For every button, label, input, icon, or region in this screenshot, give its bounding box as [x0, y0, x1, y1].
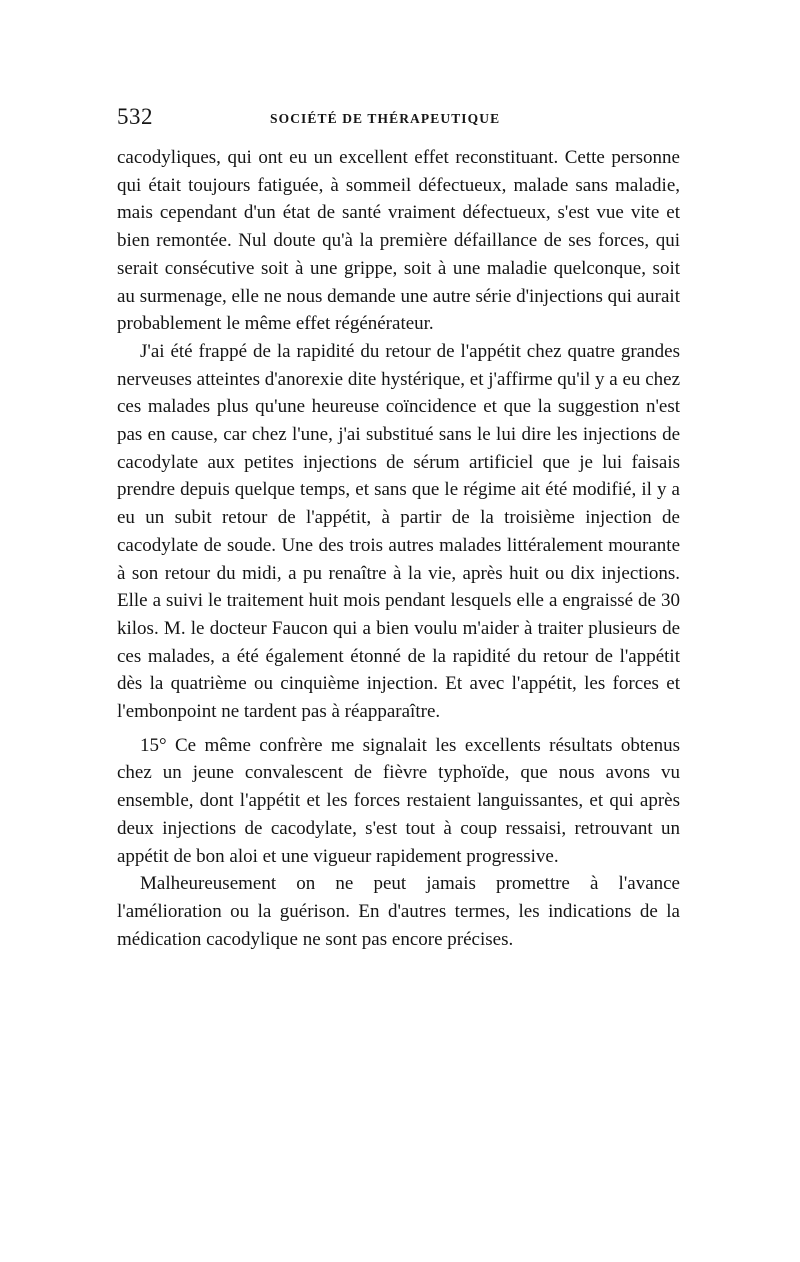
book-page — [117, 104, 680, 953]
page-number: 532 — [117, 104, 153, 129]
running-head — [117, 104, 680, 134]
paragraph-conclusion: Malheureusement on ne peut jamais promettre à l'avance l'amélioration ou la guérison. En d'autres termes, les indications de la médication cacodylique ne sont pas encore précises. — [117, 873, 680, 950]
body-text — [117, 144, 680, 953]
paragraph-item-15: 15° Ce même confrère me signalait les excellents résultats obtenus chez un jeune convalescent de fièvre typhoïde, que nous avons vu ensemble, dont l'appétit et les forces restaient languissantes, et qui après deux injections de cacodylate, s'est tout à coup ressaisi, retrouvant un appétit de bon aloi et une vigueur rapidement progressive. — [117, 734, 680, 867]
paragraph-appetite-nervous-patients: J'ai été frappé de la rapidité du retour de l'appétit chez quatre grandes nerveuses atteintes d'anorexie dite hystérique, et j'affirme qu'il y a eu chez ces malades plus qu'une heureuse coïncidence et que la suggestion n'est pas en cause, car chez l'une, j'ai substitué sans le lui dire les injections de cacodylate aux petites injections de sérum artificiel que je lui faisais prendre depuis quelque temps, et sans que le régime ait été modifié, il y a eu un subit retour de l'appétit, à partir de la troisième injection de cacodylate de soude. Une des trois autres malades littéralement mourante à son retour du midi, a pu renaître à la vie, après huit ou dix injections. Elle a suivi le traitement huit mois pendant lesquels elle a engraissé de 30 kilos. M. le docteur Faucon qui a bien voulu m'aider à traiter plusieurs de ces malades, a été également étonné de la rapidité du retour de l'appétit dès la quatrième ou cinquième injection. Et avec l'appétit, les forces et l'embonpoint ne tardent pas à réapparaître. — [117, 340, 680, 723]
paragraph-continuation: cacodyliques, qui ont eu un excellent effet reconstituant. Cette personne qui était toujours fatiguée, à sommeil défectueux, malade sans maladie, mais cependant d'un état de santé vraiment défectueux, s'est vue vite et bien remontée. Nul doute qu'à la première défaillance de ses forces, qui serait consécutive soit à une grippe, soit à une maladie quelconque, soit au surmenage, elle ne nous demande une autre série d'injections qui aurait probablement le même effet régénérateur. — [117, 147, 680, 335]
running-head-title: SOCIÉTÉ DE THÉRAPEUTIQUE — [270, 111, 501, 126]
